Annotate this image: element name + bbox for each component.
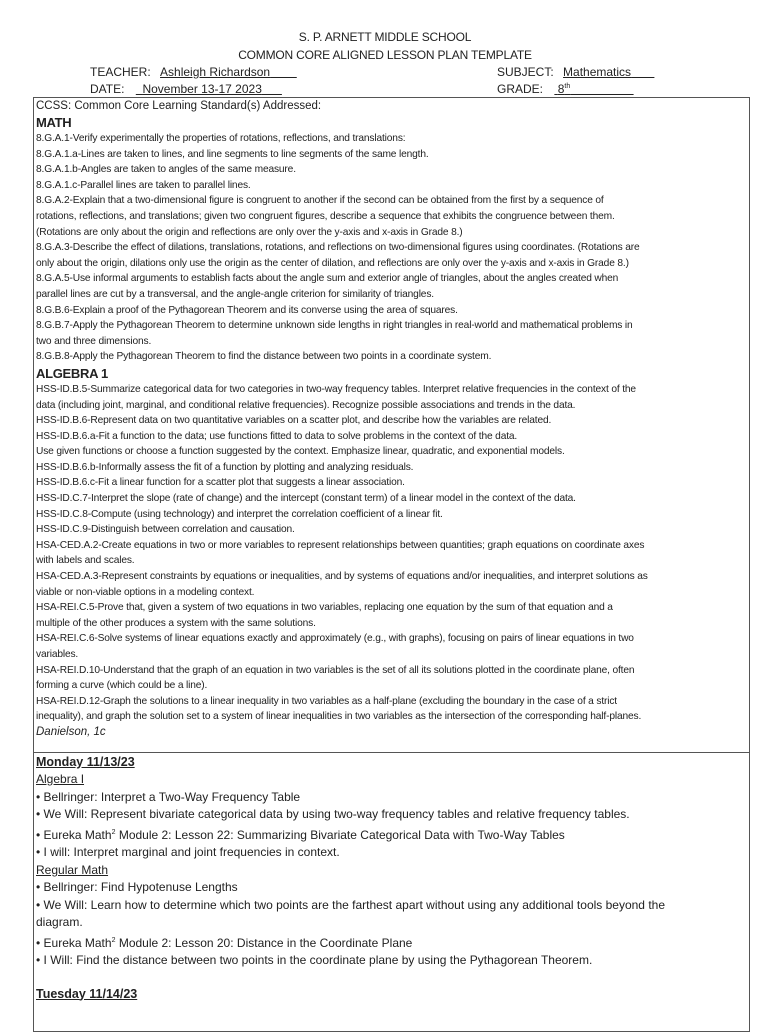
- standard-line: variables.: [36, 649, 79, 660]
- teacher-value: Ashleigh Richardson: [160, 65, 271, 79]
- standard-line: 8.G.B.7-Apply the Pythagorean Theorem to determine unknown side lengths in right triangles in real-world and mathematical problems in: [36, 320, 633, 332]
- tuesday-heading: Tuesday 11/14/23: [36, 986, 138, 1001]
- math-standards-list: [34, 131, 749, 365]
- standard-line: HSS-ID.B.6.c-Fit a linear function for a scatter plot that suggests a linear association.: [36, 477, 405, 489]
- standard-line: forming a curve (which could be a line).: [36, 680, 208, 692]
- date-value: November 13-17 2023: [142, 82, 262, 96]
- teacher-label: TEACHER:: [90, 65, 151, 79]
- standard-line: multiple of the other produces a system with the same solutions.: [36, 617, 316, 629]
- regular-iwill: • I Will: Find the distance between two points in the coordinate plane by using the Pythagorean Theorem.: [36, 953, 593, 967]
- grade-label: GRADE:: [497, 82, 544, 96]
- standard-line: HSA-REI.C.5-Prove that, given a system of two equations in two variables, replacing one equation by the sum of that equation and a: [36, 602, 613, 614]
- standard-line: HSS-ID.B.6.a-Fit a function to the data; use functions fitted to data to solve problems in the context of the data.: [36, 430, 518, 442]
- grade-row: [497, 82, 634, 96]
- standard-line: 8.G.A.1.a-Lines are taken to lines, and line segments to line segments of the same length.: [36, 148, 429, 160]
- teacher-row: [90, 65, 297, 79]
- standard-line: HSA-CED.A.3-Represent constraints by equations or inequalities, and by systems of equations and/or inequalities, and interpret solutions as: [36, 571, 648, 583]
- standard-line: HSS-ID.B.5-Summarize categorical data for two categories in two-way frequency tables. Interpret relative frequencies in the context of the: [36, 383, 636, 395]
- standard-line: 8.G.A.2-Explain that a two-dimensional figure is congruent to another if the second can be obtained from the first by a sequence of: [36, 195, 604, 207]
- standard-line: 8.G.A.1.b-Angles are taken to angles of the same measure.: [36, 164, 296, 176]
- standard-line: HSS-ID.B.6.b-Informally assess the fit of a function by plotting and analyzing residuals.: [36, 461, 414, 473]
- standard-line: Use given functions or choose a function suggested by the context. Emphasize linear, quadratic, and exponential models.: [36, 446, 565, 458]
- ccss-heading: CCSS: Common Core Learning Standard(s) Addressed:: [36, 100, 322, 112]
- standard-line: HSA-REI.C.6-Solve systems of linear equations exactly and approximately (e.g., with graphs), focusing on pairs of linear equations in two: [36, 633, 634, 645]
- algebra-standards-list: [34, 382, 749, 725]
- subject-row: [497, 65, 654, 79]
- grade-value: 8: [557, 82, 565, 96]
- standard-line: 8.G.A.3-Describe the effect of dilations, translations, rotations, and reflections on two-dimensional figures using coordinates. (Rotations are: [36, 242, 640, 254]
- regular-eureka: • Eureka Math$^2$ Module 2: Lesson 20: Distance in the Coordinate Plane: [36, 935, 413, 950]
- standard-line: inequality), and graph the solution set to a system of linear inequalities in two variables as the intersection of the corresponding half-planes.: [36, 711, 642, 723]
- regular-item: • Bellringer: Find Hypotenuse Lengths: [36, 880, 238, 894]
- standard-line: 8.G.A.5-Use informal arguments to establish facts about the angle sum and exterior angle of triangles, about the angles created when: [36, 273, 619, 285]
- standard-line: 8.G.B.8-Apply the Pythagorean Theorem to find the distance between two points in a coordinate system.: [36, 351, 492, 363]
- algebra-label: Algebra I: [36, 772, 85, 786]
- algebra-item: • We Will: Represent bivariate categorical data by using two-way frequency tables and relative frequency tables.: [36, 807, 630, 821]
- standard-line: 8.G.A.1-Verify experimentally the properties of rotations, reflections, and translations:: [36, 133, 406, 144]
- source-note: Danielson, 1c: [36, 725, 106, 738]
- standard-line: parallel lines are cut by a transversal, and the angle-angle criterion for similarity of triangles.: [36, 288, 434, 300]
- standards-box: [33, 97, 750, 752]
- regular-math-label: Regular Math: [36, 862, 109, 877]
- algebra-eureka: • Eureka Math$^2$ Module 2: Lesson 22: Summarizing Bivariate Categorical Data with Two-Way Tables: [36, 827, 565, 842]
- template-title: COMMON CORE ALIGNED LESSON PLAN TEMPLATE: [238, 48, 532, 62]
- date-label: DATE:: [90, 82, 125, 96]
- standard-line: two and three dimensions.: [36, 335, 152, 347]
- regular-item: • We Will: Learn how to determine which two points are the farthest apart without using any additional tools beyond the: [36, 897, 665, 912]
- subject-value: Mathematics: [563, 65, 632, 79]
- standard-line: data (including joint, marginal, and conditional relative frequencies). Recognize possible associations and trends in the data.: [36, 399, 576, 411]
- algebra-heading: ALGEBRA 1: [36, 365, 108, 381]
- daily-plan-box: [33, 752, 750, 1032]
- standard-line: HSS-ID.B.6-Represent data on two quantitative variables on a scatter plot, and describe how the variables are related.: [36, 415, 552, 427]
- standard-line: with labels and scales.: [36, 555, 135, 567]
- math-heading: MATH: [36, 115, 72, 130]
- monday-heading: Monday 11/13/23: [36, 755, 135, 769]
- standard-line: HSS-ID.C.9-Distinguish between correlation and causation.: [36, 524, 295, 536]
- standard-line: (Rotations are only about the origin and reflections are only over the y-axis and x-axis in Grade 8.): [36, 226, 463, 238]
- grade-sup: th: [564, 83, 571, 90]
- standard-line: HSA-REI.D.10-Understand that the graph of an equation in two variables is the set of all its solutions plotted in the coordinate plane, often: [36, 664, 635, 676]
- standard-line: 8.G.A.1.c-Parallel lines are taken to parallel lines.: [36, 179, 251, 191]
- date-row: [90, 82, 282, 96]
- regular-item: diagram.: [36, 915, 83, 929]
- standard-line: HSS-ID.C.7-Interpret the slope (rate of change) and the intercept (constant term) of a linear model in the context of the data.: [36, 493, 576, 505]
- standard-line: viable or non-viable options in a modeling context.: [36, 586, 255, 598]
- algebra-iwill: • I will: Interpret marginal and joint frequencies in context.: [36, 845, 340, 859]
- subject-label: SUBJECT:: [497, 65, 554, 79]
- standard-line: 8.G.B.6-Explain a proof of the Pythagorean Theorem and its converse using the area of squares.: [36, 304, 458, 316]
- standard-line: HSS-ID.C.8-Compute (using technology) and interpret the correlation coefficient of a linear fit.: [36, 508, 443, 520]
- school-name: S. P. ARNETT MIDDLE SCHOOL: [298, 30, 472, 44]
- algebra-item: • Bellringer: Interpret a Two-Way Frequency Table: [36, 789, 301, 804]
- standard-line: HSA-REI.D.12-Graph the solutions to a linear inequality in two variables as a half-plane (excluding the boundary in the case of a strict: [36, 695, 617, 707]
- standard-line: HSA-CED.A.2-Create equations in two or more variables to represent relationships between quantities; graph equations on coordinate axes: [36, 539, 645, 551]
- standard-line: only about the origin, dilations only use the origin as the center of dilation, and reflections are only over the y-axis and x-axis in Grade 8.): [36, 257, 629, 269]
- standard-line: rotations, reflections, and translations; given two congruent figures, describe a sequence that exhibits the congruence between them.: [36, 210, 615, 222]
